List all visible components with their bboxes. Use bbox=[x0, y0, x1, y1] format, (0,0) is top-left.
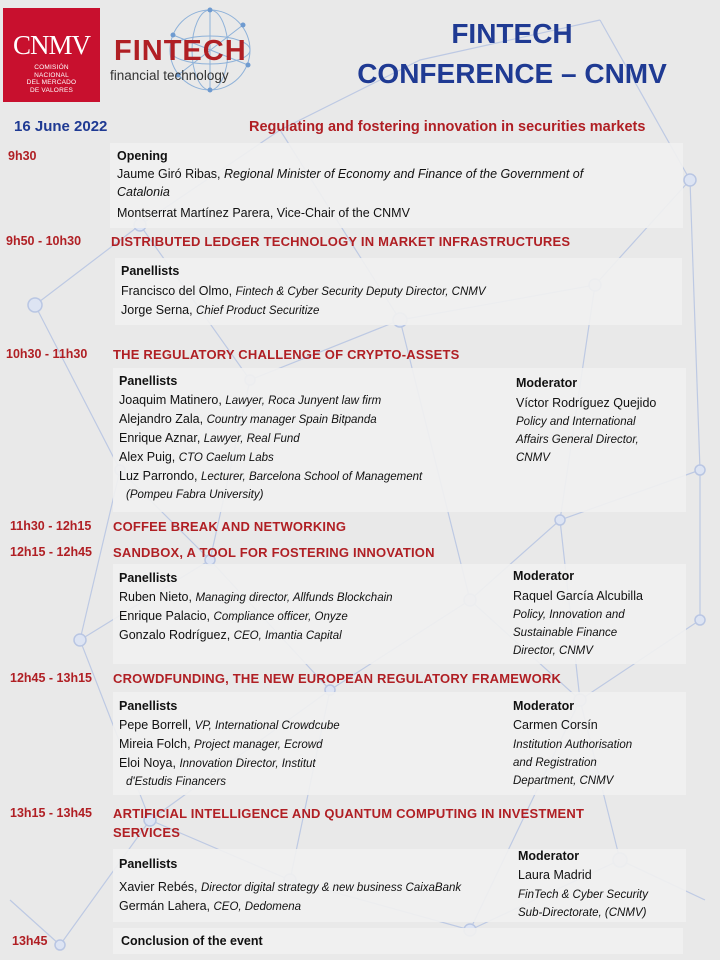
opening-speaker-1-cont: Catalonia bbox=[117, 185, 170, 199]
moderator-role: Affairs General Director, bbox=[516, 434, 639, 446]
cnmv-logo-subtext: COMISIÓN NACIONAL DEL MERCADO DE VALORES bbox=[26, 64, 77, 94]
panellist: Alex Puig, CTO Caelum Labs bbox=[119, 450, 274, 464]
moderator-role: Director, CNMV bbox=[513, 645, 593, 657]
session-time: 12h15 - 12h45 bbox=[10, 545, 92, 559]
session-title: ARTIFICIAL INTELLIGENCE AND QUANTUM COMPUTING IN INVESTMENT bbox=[113, 806, 585, 821]
panellist: Enrique Aznar, Lawyer, Real Fund bbox=[119, 431, 300, 445]
moderator-name: Raquel García Alcubilla bbox=[513, 589, 643, 603]
event-date: 16 June 2022 bbox=[14, 118, 108, 135]
closing-title: Conclusion of the event bbox=[121, 934, 263, 948]
panellists-label: Panellists bbox=[119, 699, 178, 713]
session-title: CROWDFUNDING, THE NEW EUROPEAN REGULATORY FRAMEWORK bbox=[113, 671, 562, 686]
moderator-label: Moderator bbox=[513, 699, 575, 713]
closing-time: 13h45 bbox=[12, 934, 48, 948]
session-title-cont: SERVICES bbox=[113, 825, 181, 840]
fintech-logo bbox=[108, 5, 258, 95]
moderator-label: Moderator bbox=[518, 849, 580, 863]
moderator-role: FinTech & Cyber Security bbox=[518, 889, 648, 901]
panellist: Ruben Nieto, Managing director, Allfunds Blockchain bbox=[119, 590, 393, 604]
conference-title: FINTECH CONFERENCE – CNMV bbox=[357, 18, 667, 89]
moderator-role: Policy and International bbox=[516, 416, 636, 428]
session-time: 13h15 - 13h45 bbox=[10, 806, 92, 820]
cnmv-logo-text: CNMV bbox=[12, 30, 90, 60]
panellist: Pepe Borrell, VP, International Crowdcube bbox=[119, 718, 340, 732]
session-title: THE REGULATORY CHALLENGE OF CRYPTO-ASSETS bbox=[113, 347, 460, 362]
event-tagline: Regulating and fostering innovation in securities markets bbox=[249, 119, 646, 135]
break-time: 11h30 - 12h15 bbox=[10, 519, 92, 533]
moderator-role: Policy, Innovation and bbox=[513, 609, 625, 621]
moderator-role: Institution Authorisation bbox=[513, 739, 633, 751]
panellist: Alejandro Zala, Country manager Spain Bitpanda bbox=[119, 412, 377, 426]
fintech-logo-subtitle: financial technology bbox=[110, 68, 229, 83]
moderator-label: Moderator bbox=[513, 569, 575, 583]
panellists-label: Panellists bbox=[119, 571, 178, 585]
panellists-label: Panellists bbox=[121, 264, 180, 278]
panellist-cont: d'Estudis Financers bbox=[126, 776, 226, 788]
moderator-label: Moderator bbox=[516, 376, 578, 390]
session-time: 12h45 - 13h15 bbox=[10, 671, 92, 685]
session-time: 9h50 - 10h30 bbox=[6, 234, 82, 248]
session-title: SANDBOX, A TOOL FOR FOSTERING INNOVATION bbox=[113, 545, 435, 560]
moderator-name: Víctor Rodríguez Quejido bbox=[516, 396, 657, 410]
cnmv-logo bbox=[3, 8, 100, 102]
panellists-label: Panellists bbox=[119, 374, 178, 388]
moderator-role: Department, CNMV bbox=[513, 775, 614, 787]
panellist: Xavier Rebés, Director digital strategy & new business CaixaBank bbox=[119, 880, 462, 894]
panellist: Enrique Palacio, Compliance officer, Onyze bbox=[119, 609, 348, 623]
moderator-role: CNMV bbox=[516, 452, 550, 464]
panellist: Eloi Noya, Innovation Director, Institut bbox=[119, 756, 316, 770]
opening-speaker-1: Jaume Giró Ribas, Regional Minister of Economy and Finance of the Government of bbox=[117, 167, 584, 181]
moderator-role: and Registration bbox=[513, 757, 597, 769]
break-title: COFFEE BREAK AND NETWORKING bbox=[113, 519, 347, 534]
moderator-name: Carmen Corsín bbox=[513, 718, 598, 732]
panellist: Gonzalo Rodríguez, CEO, Imantia Capital bbox=[119, 628, 342, 642]
session-time: 10h30 - 11h30 bbox=[6, 347, 88, 361]
opening-time: 9h30 bbox=[8, 149, 37, 163]
fintech-logo-word: FINTECH bbox=[114, 35, 247, 67]
panellist-cont: (Pompeu Fabra University) bbox=[126, 489, 264, 501]
panellist: Jorge Serna, Chief Product Securitize bbox=[121, 303, 320, 317]
opening-speaker-2: Montserrat Martínez Parera, Vice-Chair of the CNMV bbox=[117, 206, 410, 220]
panellist: Francisco del Olmo, Fintech & Cyber Security Deputy Director, CNMV bbox=[121, 284, 486, 298]
panellist: Luz Parrondo, Lecturer, Barcelona School of Management bbox=[119, 469, 423, 483]
panellists-label: Panellists bbox=[119, 857, 178, 871]
panellist: Mireia Folch, Project manager, Ecrowd bbox=[119, 737, 323, 751]
panellist: Germán Lahera, CEO, Dedomena bbox=[119, 899, 302, 913]
moderator-name: Laura Madrid bbox=[518, 868, 592, 882]
moderator-role: Sustainable Finance bbox=[513, 627, 618, 639]
session-title: DISTRIBUTED LEDGER TECHNOLOGY IN MARKET INFRASTRUCTURES bbox=[111, 234, 571, 249]
moderator-role: Sub-Directorate, (CNMV) bbox=[518, 907, 647, 919]
panellist: Joaquim Matinero, Lawyer, Roca Junyent law firm bbox=[119, 393, 382, 407]
opening-title: Opening bbox=[117, 149, 168, 163]
